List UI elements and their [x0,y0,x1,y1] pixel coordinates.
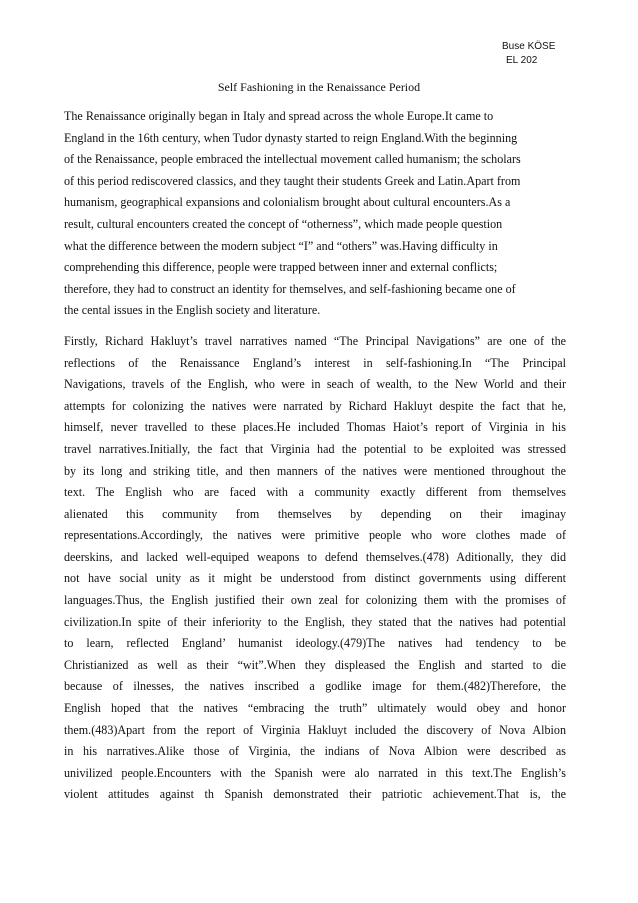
text-line: Christianized as well as their “wit”.When they displeased the English and started to die [64,657,566,672]
text-line: of the Renaissance, people embraced the intellectual movement called humanism; the scholars [64,152,521,167]
text-line: what the difference between the modern subject “I” and “others” was.Having difficulty in [64,238,498,253]
text-line: result, cultural encounters created the concept of “otherness”, which made people question [64,216,503,231]
text-line: Firstly, Richard Hakluyt’s travel narratives named “The Principal Navigations” are one of the [64,333,566,348]
text-line: them.(483)Apart from the report of Virginia Hakluyt included the discovery of Nova Albion [64,722,566,737]
text-line: humanism, geographical expansions and colonialism brought about cultural encounters.As a [64,195,511,210]
text-line: representations.Accordingly, the natives were primitive people who wore clothes made of [64,528,566,543]
text-line: English hoped that the natives “embracing the truth” ultimately would obey and honor [64,701,566,716]
text-line: reflections of the Renaissance England’s interest in self-fashioning.In “The Principal [64,355,566,370]
text-line: text. The English who are faced with a community exactly different from themselves [64,485,566,500]
text-line: the cental issues in the English society and literature. [64,303,321,318]
text-line: in his narratives.Alike those of Virginia, the indians of Nova Albion were described as [64,744,566,759]
text-line: violent attitudes against th Spanish demonstrated their patriotic achievement.That is, the [64,787,566,802]
text-line: The Renaissance originally began in Italy and spread across the whole Europe.It came to [64,109,494,123]
text-line: deerskins, and lacked well-equiped weapons to defend themselves.(478) Aditionally, they did [64,549,566,564]
author-block [502,40,555,68]
text-line: of this period rediscovered classics, and they taught their students Greek and Latin.Apart from [64,173,521,188]
document-title: Self Fashioning in the Renaissance Period [217,80,421,94]
text-line: attempts for colonizing the natives were narrated by Richard Hakluyt despite the fact that he, [64,398,566,413]
text-line: therefore, they had to construct an identity for themselves, and self-fashioning became one of [64,281,516,296]
text-line: comprehending this difference, people were trapped between inner and external conflicts; [64,260,498,275]
text-line: alienated this community from themselves by depending on their imaginay [64,506,566,521]
text-line: himself, never travelled to these places.He included Thomas Haiot’s report of Virginia in his [64,420,566,435]
text-line: not have social unity as it might be understood from distinct governments using different [64,571,566,586]
text-line: England in the 16th century, when Tudor dynasty started to reign England.With the beginning [64,130,518,145]
document-body [64,106,566,806]
text-line: because of ilnesses, the natives inscribed a godlike image for them.(482)Therefore, the [64,679,566,694]
text-line: travel narratives.Initially, the fact that Virginia had the potential to be exploited was stressed [64,441,566,456]
course-code: EL 202 [506,55,538,66]
text-line: to learn, reflected England’ humanist ideology.(479)The natives had tendency to be [64,636,566,651]
paragraph-2 [64,331,566,806]
paragraph-1 [64,106,566,322]
text-line: Navigations, travels of the English, who were in seach of wealth, to the New World and their [64,377,566,392]
text-line: civilization.In spite of their inferiority to the English, they stated that the natives had potential [64,614,566,629]
author-name: Buse KÖSE [502,41,556,52]
text-line: univilized people.Encounters with the Spanish were alo narrated in this text.The English’s [64,765,566,780]
text-line: by its long and striking title, and then manners of the natives were mentioned throughout the [64,463,566,478]
text-line: languages.Thus, the English justified their own zeal for colonizing them with the promises of [64,593,566,608]
